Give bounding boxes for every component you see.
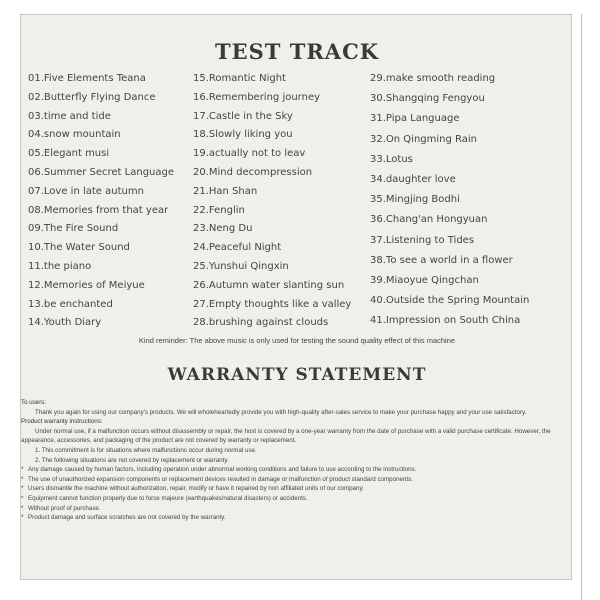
bullet-marker: *: [21, 475, 24, 483]
bullet-text: Any damage caused by human factors, including operation under abnormal working conditions and failure to use according to the instructions.: [28, 466, 417, 474]
instructions-label: Product warranty instructions:: [21, 418, 103, 426]
bullet-text: Users dismantle the machine without authorization, repair, modify or have it repaired by non affiliated units of our company.: [28, 485, 364, 493]
test-track-title: TEST TRACK: [214, 39, 380, 64]
indent: [21, 409, 35, 416]
bullet-marker: *: [21, 504, 24, 512]
track-column-1: [28, 70, 174, 333]
track-item: 35.Mingjing Bodhi: [370, 194, 460, 206]
track-item: 24.Peaceful Night: [193, 242, 282, 254]
track-item: 40.Outside the Spring Mountain: [370, 295, 530, 307]
track-item: 37.Listening to Tides: [370, 234, 475, 246]
track-item: 30.Shangqing Fengyou: [370, 93, 485, 105]
track-column-3: [370, 70, 529, 332]
bullet-item: [21, 504, 561, 514]
instructions-text: Under normal use, if a malfunction occurs without disassembly or repair, the host is covered by a one-year warranty from the date of purchase with a valid purchase certificate. However, the appearance, accessories, and packaging of the product are not covered by warranty or replacement.: [21, 427, 551, 445]
track-item: 20.Mind decompression: [193, 166, 313, 178]
bullet-text: The use of unauthorized expansion components or replacement devices resulted in damage or malfunction of product standard components.: [28, 475, 413, 483]
to-users-paragraph: [21, 408, 561, 418]
track-item: 39.Miaoyue Qingchan: [370, 274, 479, 286]
track-item: 14.Youth Diary: [28, 317, 102, 329]
track-item: 27.Empty thoughts like a valley: [193, 298, 352, 310]
track-item: 34.daughter love: [370, 173, 456, 185]
track-item: 07.Love in late autumn: [28, 185, 144, 197]
track-item: 04.snow mountain: [28, 129, 121, 141]
numbered-item: 1. This commitment is for situations where malfunctions occur during normal use.: [35, 446, 257, 454]
warranty-body: [21, 398, 561, 523]
track-item: 38.To see a world in a flower: [370, 254, 513, 266]
track-item: 08.Memories from that year: [28, 204, 169, 216]
bullet-item: [21, 475, 561, 485]
bullet-item: [21, 484, 561, 494]
warranty-title: WARRANTY STATEMENT: [167, 365, 427, 385]
track-item: 09.The Fire Sound: [28, 223, 119, 235]
track-item: 05.Elegant musi: [28, 148, 110, 160]
track-item: 11.the piano: [28, 260, 92, 272]
track-item: 36.Chang'an Hongyuan: [370, 214, 488, 226]
track-item: 18.Slowly liking you: [193, 129, 293, 141]
track-item: 26.Autumn water slanting sun: [193, 279, 345, 291]
track-column-2: [193, 70, 351, 333]
bullet-text: Product damage and surface scratches are not covered by the warranty.: [28, 514, 226, 522]
track-item: 12.Memories of Meiyue: [28, 279, 145, 291]
track-item: 01.Five Elements Teana: [28, 73, 146, 84]
track-item: 33.Lotus: [370, 153, 413, 165]
bullet-item: [21, 513, 561, 523]
track-item: 29.make smooth reading: [370, 73, 496, 84]
kind-reminder: Kind reminder: The above music is only used for testing the sound quality effect of this machine: [138, 336, 456, 345]
to-users-label: To users:: [21, 399, 47, 406]
bullet-marker: *: [21, 485, 24, 493]
track-item: 16.Remembering journey: [193, 91, 321, 103]
manual-page: [20, 14, 572, 580]
track-item: 03.time and tide: [28, 110, 111, 122]
track-item: 06.Summer Secret Language: [28, 166, 175, 178]
track-item: 10.The Water Sound: [28, 242, 130, 254]
bullet-marker: *: [21, 514, 24, 522]
track-item: 02.Butterfly Flying Dance: [28, 91, 156, 103]
track-item: 13.be enchanted: [28, 298, 113, 310]
track-item: 17.Castle in the Sky: [193, 110, 293, 122]
indent: [21, 428, 35, 435]
track-item: 23.Neng Du: [193, 223, 253, 235]
bullet-item: [21, 465, 561, 475]
track-item: 25.Yunshui Qingxin: [193, 260, 289, 272]
bullet-text: Equipment cannot function properly due to force majeure (earthquakes/natural disasters) or accidents.: [28, 494, 308, 502]
bullet-text: Without proof of purchase.: [28, 504, 101, 512]
track-item: 31.Pipa Language: [370, 113, 460, 125]
track-item: 22.Fenglin: [193, 204, 245, 216]
instructions-paragraph: [21, 427, 561, 446]
track-item: 28.brushing against clouds: [193, 317, 329, 329]
track-item: 21.Han Shan: [193, 185, 258, 197]
track-item: 19.actually not to leav: [193, 148, 306, 160]
bullet-marker: *: [21, 466, 24, 474]
track-item: 15.Romantic Night: [193, 73, 286, 84]
numbered-item: 2. The following situations are not covered by replacement or warranty.: [35, 456, 229, 464]
bullet-marker: *: [21, 494, 24, 502]
page-edge-line: [581, 14, 582, 600]
track-item: 41.Impression on South China: [370, 315, 521, 327]
track-item: 32.On Qingming Rain: [370, 133, 477, 145]
to-users-text: Thank you again for using our company's products. We will wholeheartedly provide you with high-quality after-sales service to make your purchase happy and your use satisfactory.: [35, 408, 527, 416]
bullet-item: [21, 494, 561, 504]
